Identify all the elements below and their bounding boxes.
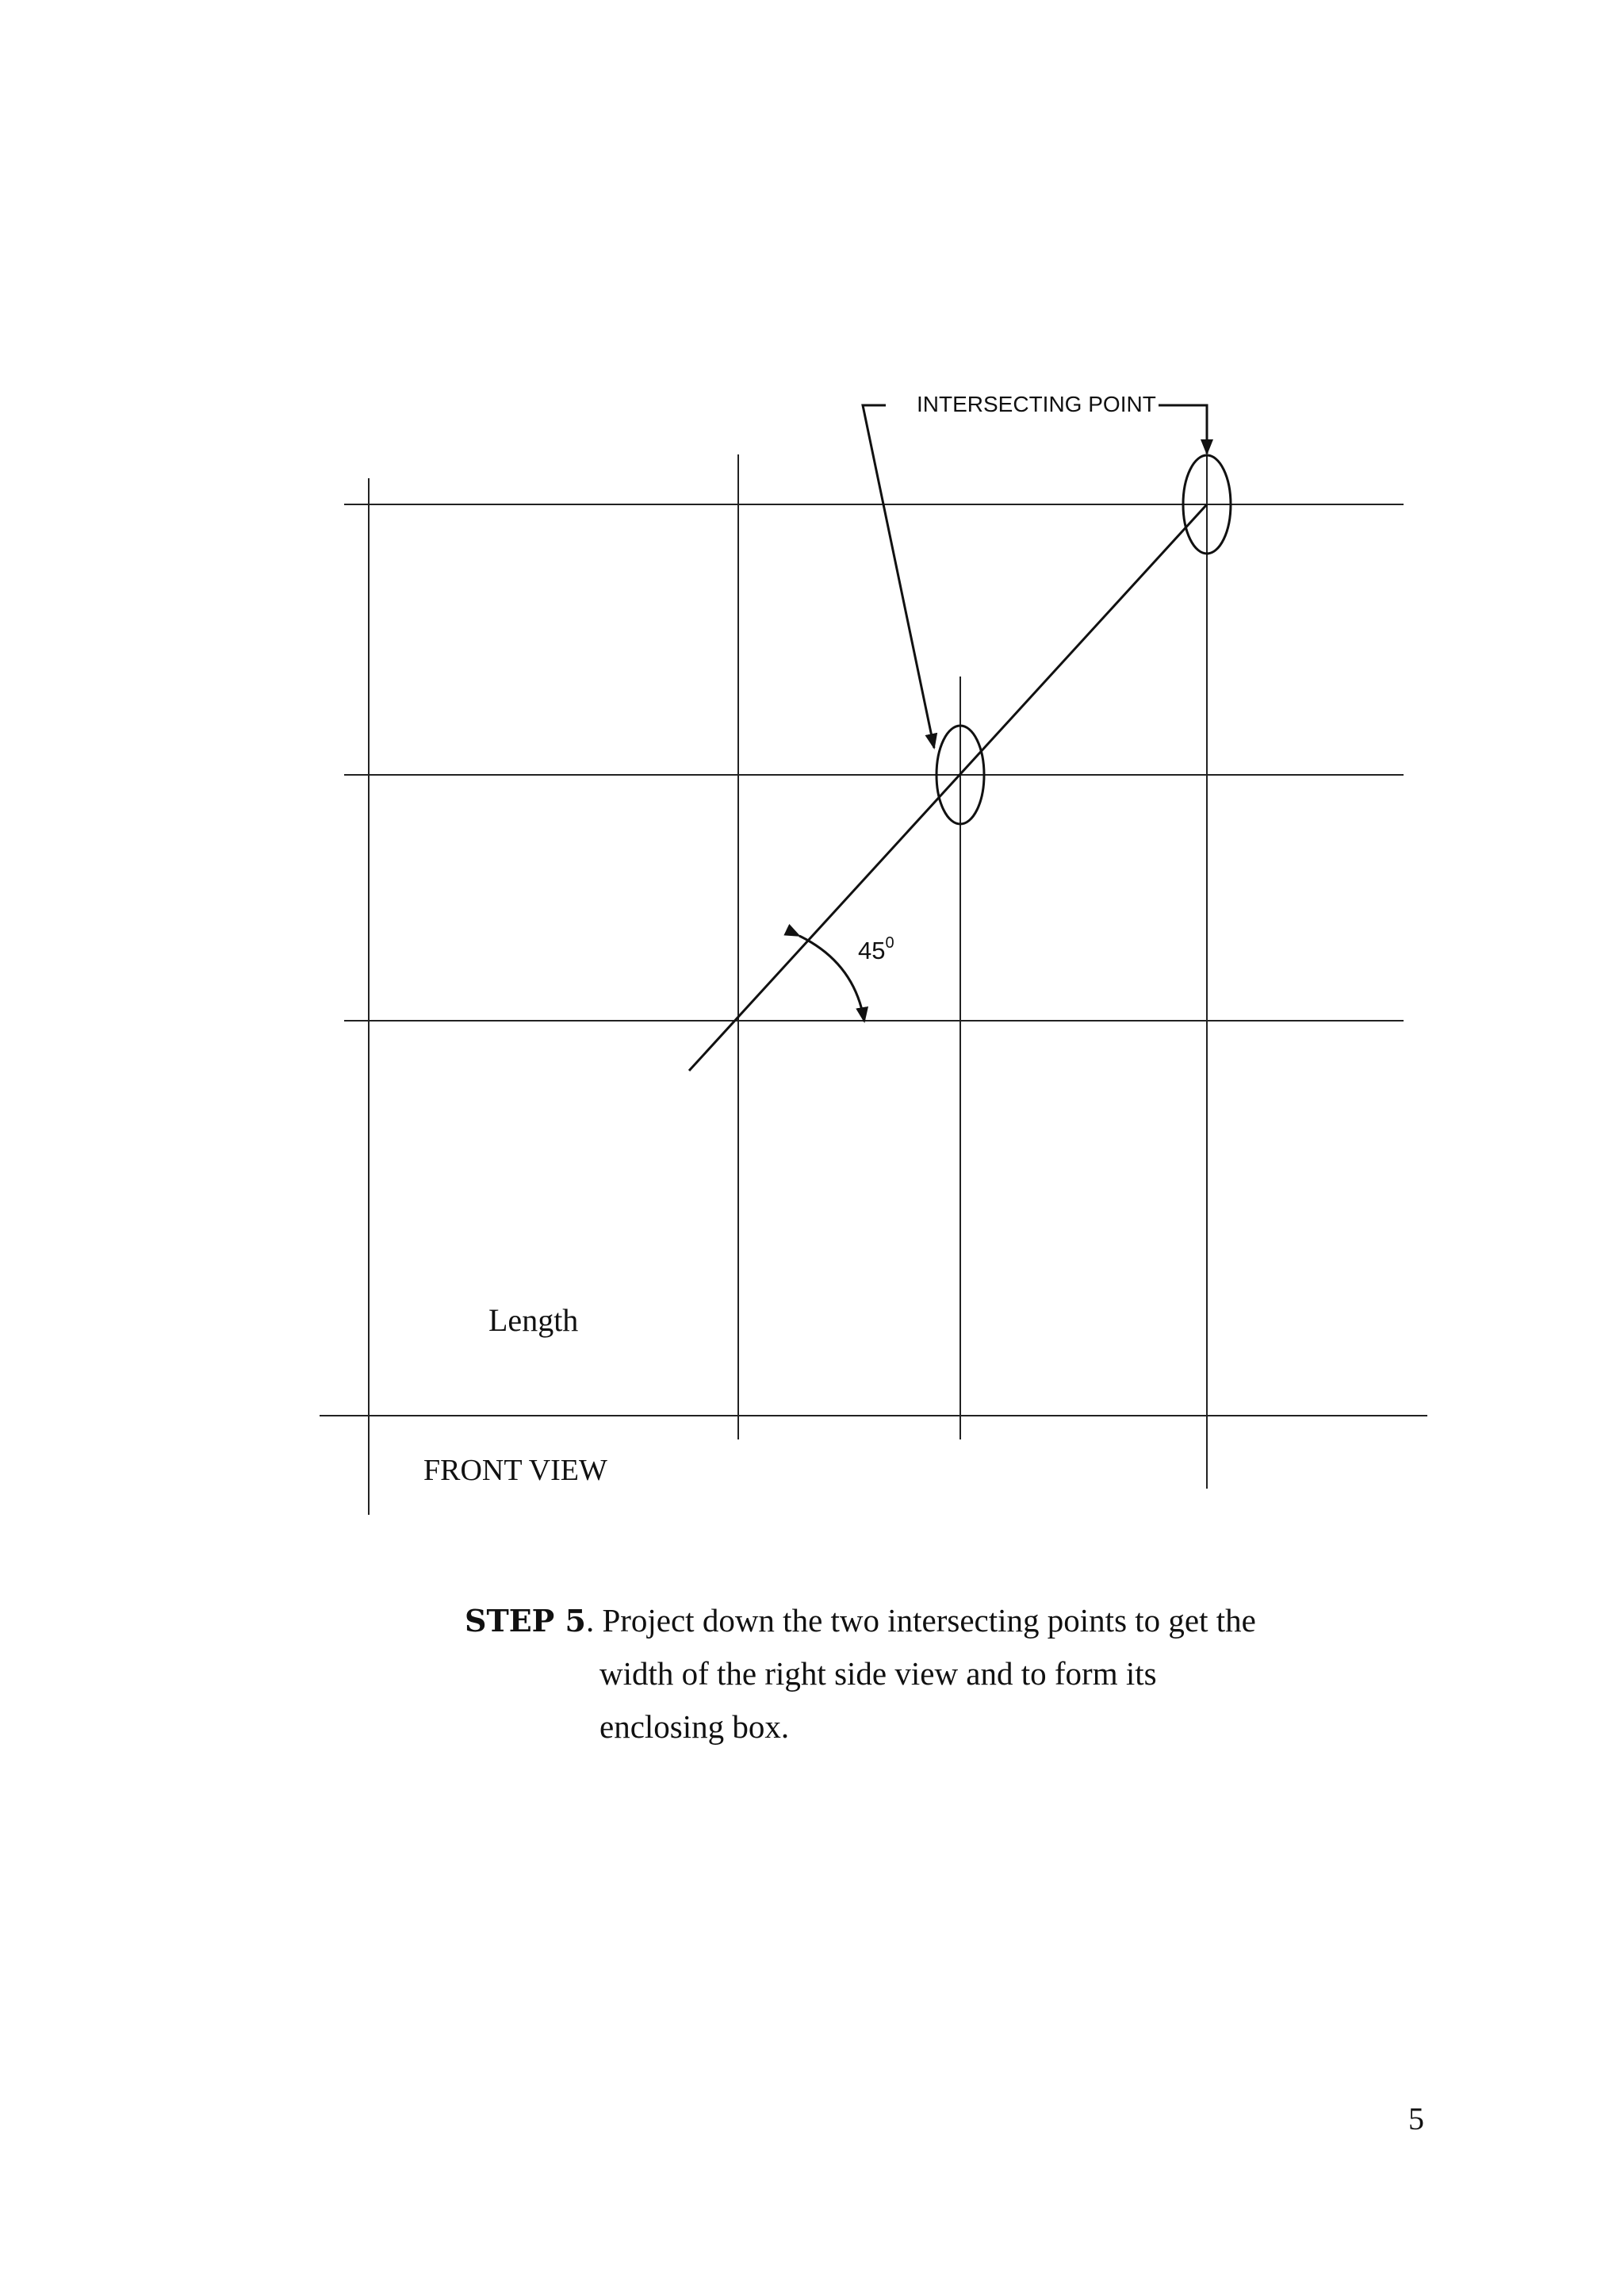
instruction-line-2: width of the right side view and to form its [599,1655,1157,1692]
callout-leader-right [1159,405,1207,454]
angle-value: 45 [858,937,886,964]
angle-label [858,934,894,964]
front-view-label: FRONT VIEW [423,1454,607,1487]
instruction-text-1: . Project down the two intersecting points to get the [585,1602,1256,1639]
step-instruction [465,1594,1416,1754]
intersecting-point-label: INTERSECTING POINT [917,392,1156,416]
miter-line-45-degree [689,504,1207,1071]
angle-arc [799,936,864,1022]
instruction-line-1 [465,1594,1416,1647]
page-number: 5 [1408,2101,1424,2137]
length-label: Length [488,1302,579,1338]
callout-leader-left [863,405,934,748]
instruction-line-3: enclosing box. [599,1708,790,1745]
angle-degree-superscript: 0 [885,934,894,952]
step-label: STEP 5 [465,1603,586,1639]
